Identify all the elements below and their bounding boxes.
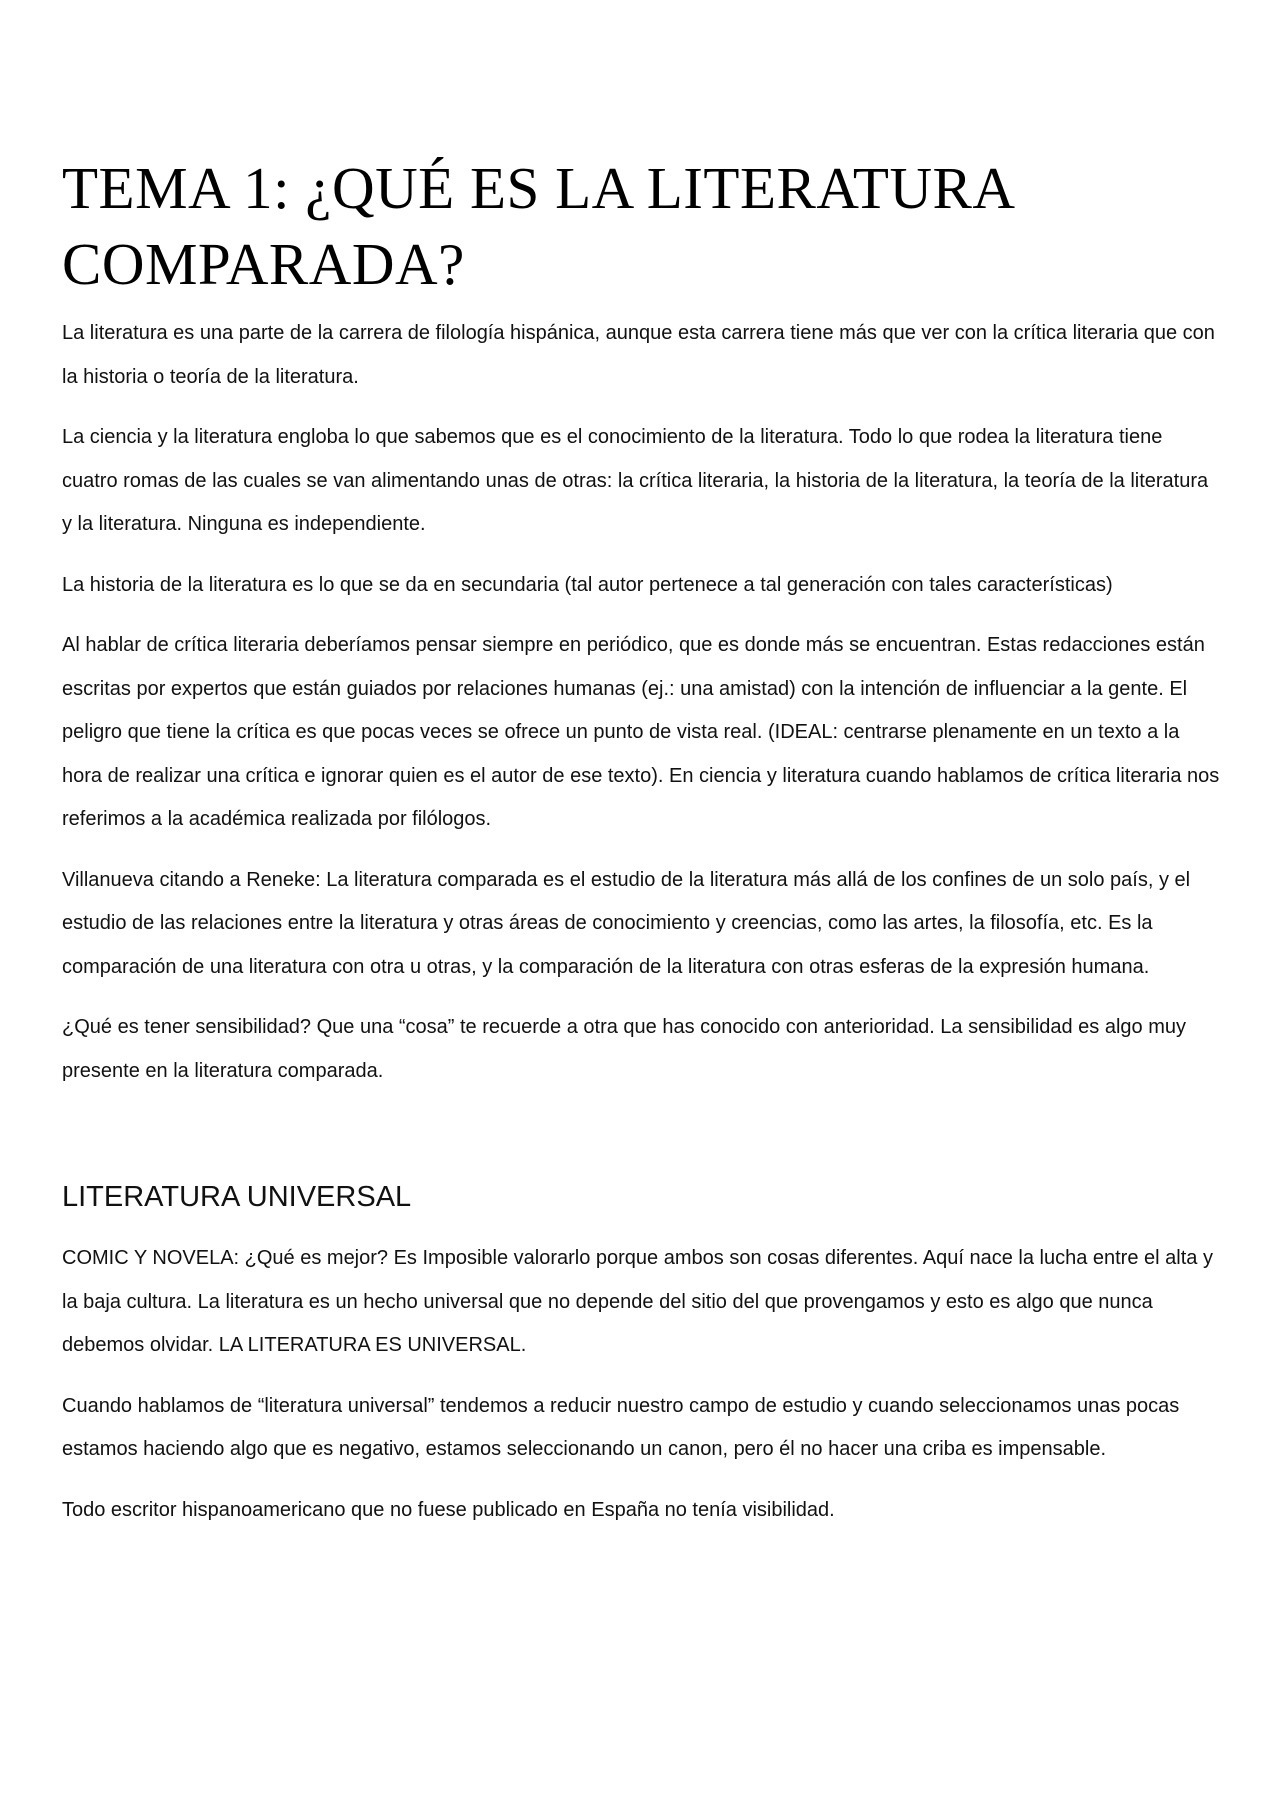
section-heading: LITERATURA UNIVERSAL [62,1181,412,1213]
paragraph: Villanueva citando a Reneke: La literatura comparada es el estudio de la literatura más allá de los confines de un solo país, y el estudio de las relaciones entre la literatura y otras áreas de conocimiento y creencias, como las artes, la filosofía, etc. Es la comparación de una literatura con otra u otras, y la comparación de la literatura con otras esferas de la expresión humana. [62,868,1191,978]
paragraph: Cuando hablamos de “literatura universal” tendemos a reducir nuestro campo de estudio y cuando seleccionamos unas pocas estamos haciendo algo que es negativo, estamos seleccionando un canon, pero él no hacer una criba es impensable. [62,1394,1180,1460]
paragraph: La literatura es una parte de la carrera de filología hispánica, aunque esta carrera tiene más que ver con la crítica literaria que con la historia o teoría de la literatura. [62,322,1215,388]
document-title: TEMA 1: ¿QUÉ ES LA LITERATURA COMPARADA? [62,155,1013,297]
paragraph: Al hablar de crítica literaria deberíamos pensar siempre en periódico, que es donde más se encuentran. Estas redacciones están escritas por expertos que están guiados por relaciones humanas (ej.: una amistad) con la intención de influenciar a la gente. El peligro que tiene la crítica es que pocas veces se ofrece un punto de vista real. (IDEAL: centrarse plenamente en un texto a la hora de realizar una crítica e ignorar quien es el autor de ese texto). En ciencia y literatura cuando hablamos de crítica literaria nos referimos a la académica realizada por filólogos. [62,634,1220,830]
paragraph: La historia de la literatura es lo que se da en secundaria (tal autor pertenece a tal generación con tales características) [62,573,1113,596]
document-page [62,150,1222,1549]
paragraph: COMIC Y NOVELA: ¿Qué es mejor? Es Imposible valorarlo porque ambos son cosas diferentes. Aquí nace la lucha entre el alta y la baja cultura. La literatura es un hecho universal que no depende del sitio del que provengamos y esto es algo que nunca debemos olvidar. LA LITERATURA ES UNIVERSAL. [62,1247,1213,1356]
paragraph: ¿Qué es tener sensibilidad? Que una “cosa” te recuerde a otra que has conocido con anterioridad. La sensibilidad es algo muy presente en la literatura comparada. [62,1016,1187,1082]
paragraph: La ciencia y la literatura engloba lo que sabemos que es el conocimiento de la literatura. Todo lo que rodea la literatura tiene cuatro romas de las cuales se van alimentando unas de otras: la crítica literaria, la historia de la literatura, la teoría de la literatura y la literatura. Ninguna es independiente. [62,426,1209,535]
paragraph: Todo escritor hispanoamericano que no fuese publicado en España no tenía visibilidad. [62,1498,835,1521]
